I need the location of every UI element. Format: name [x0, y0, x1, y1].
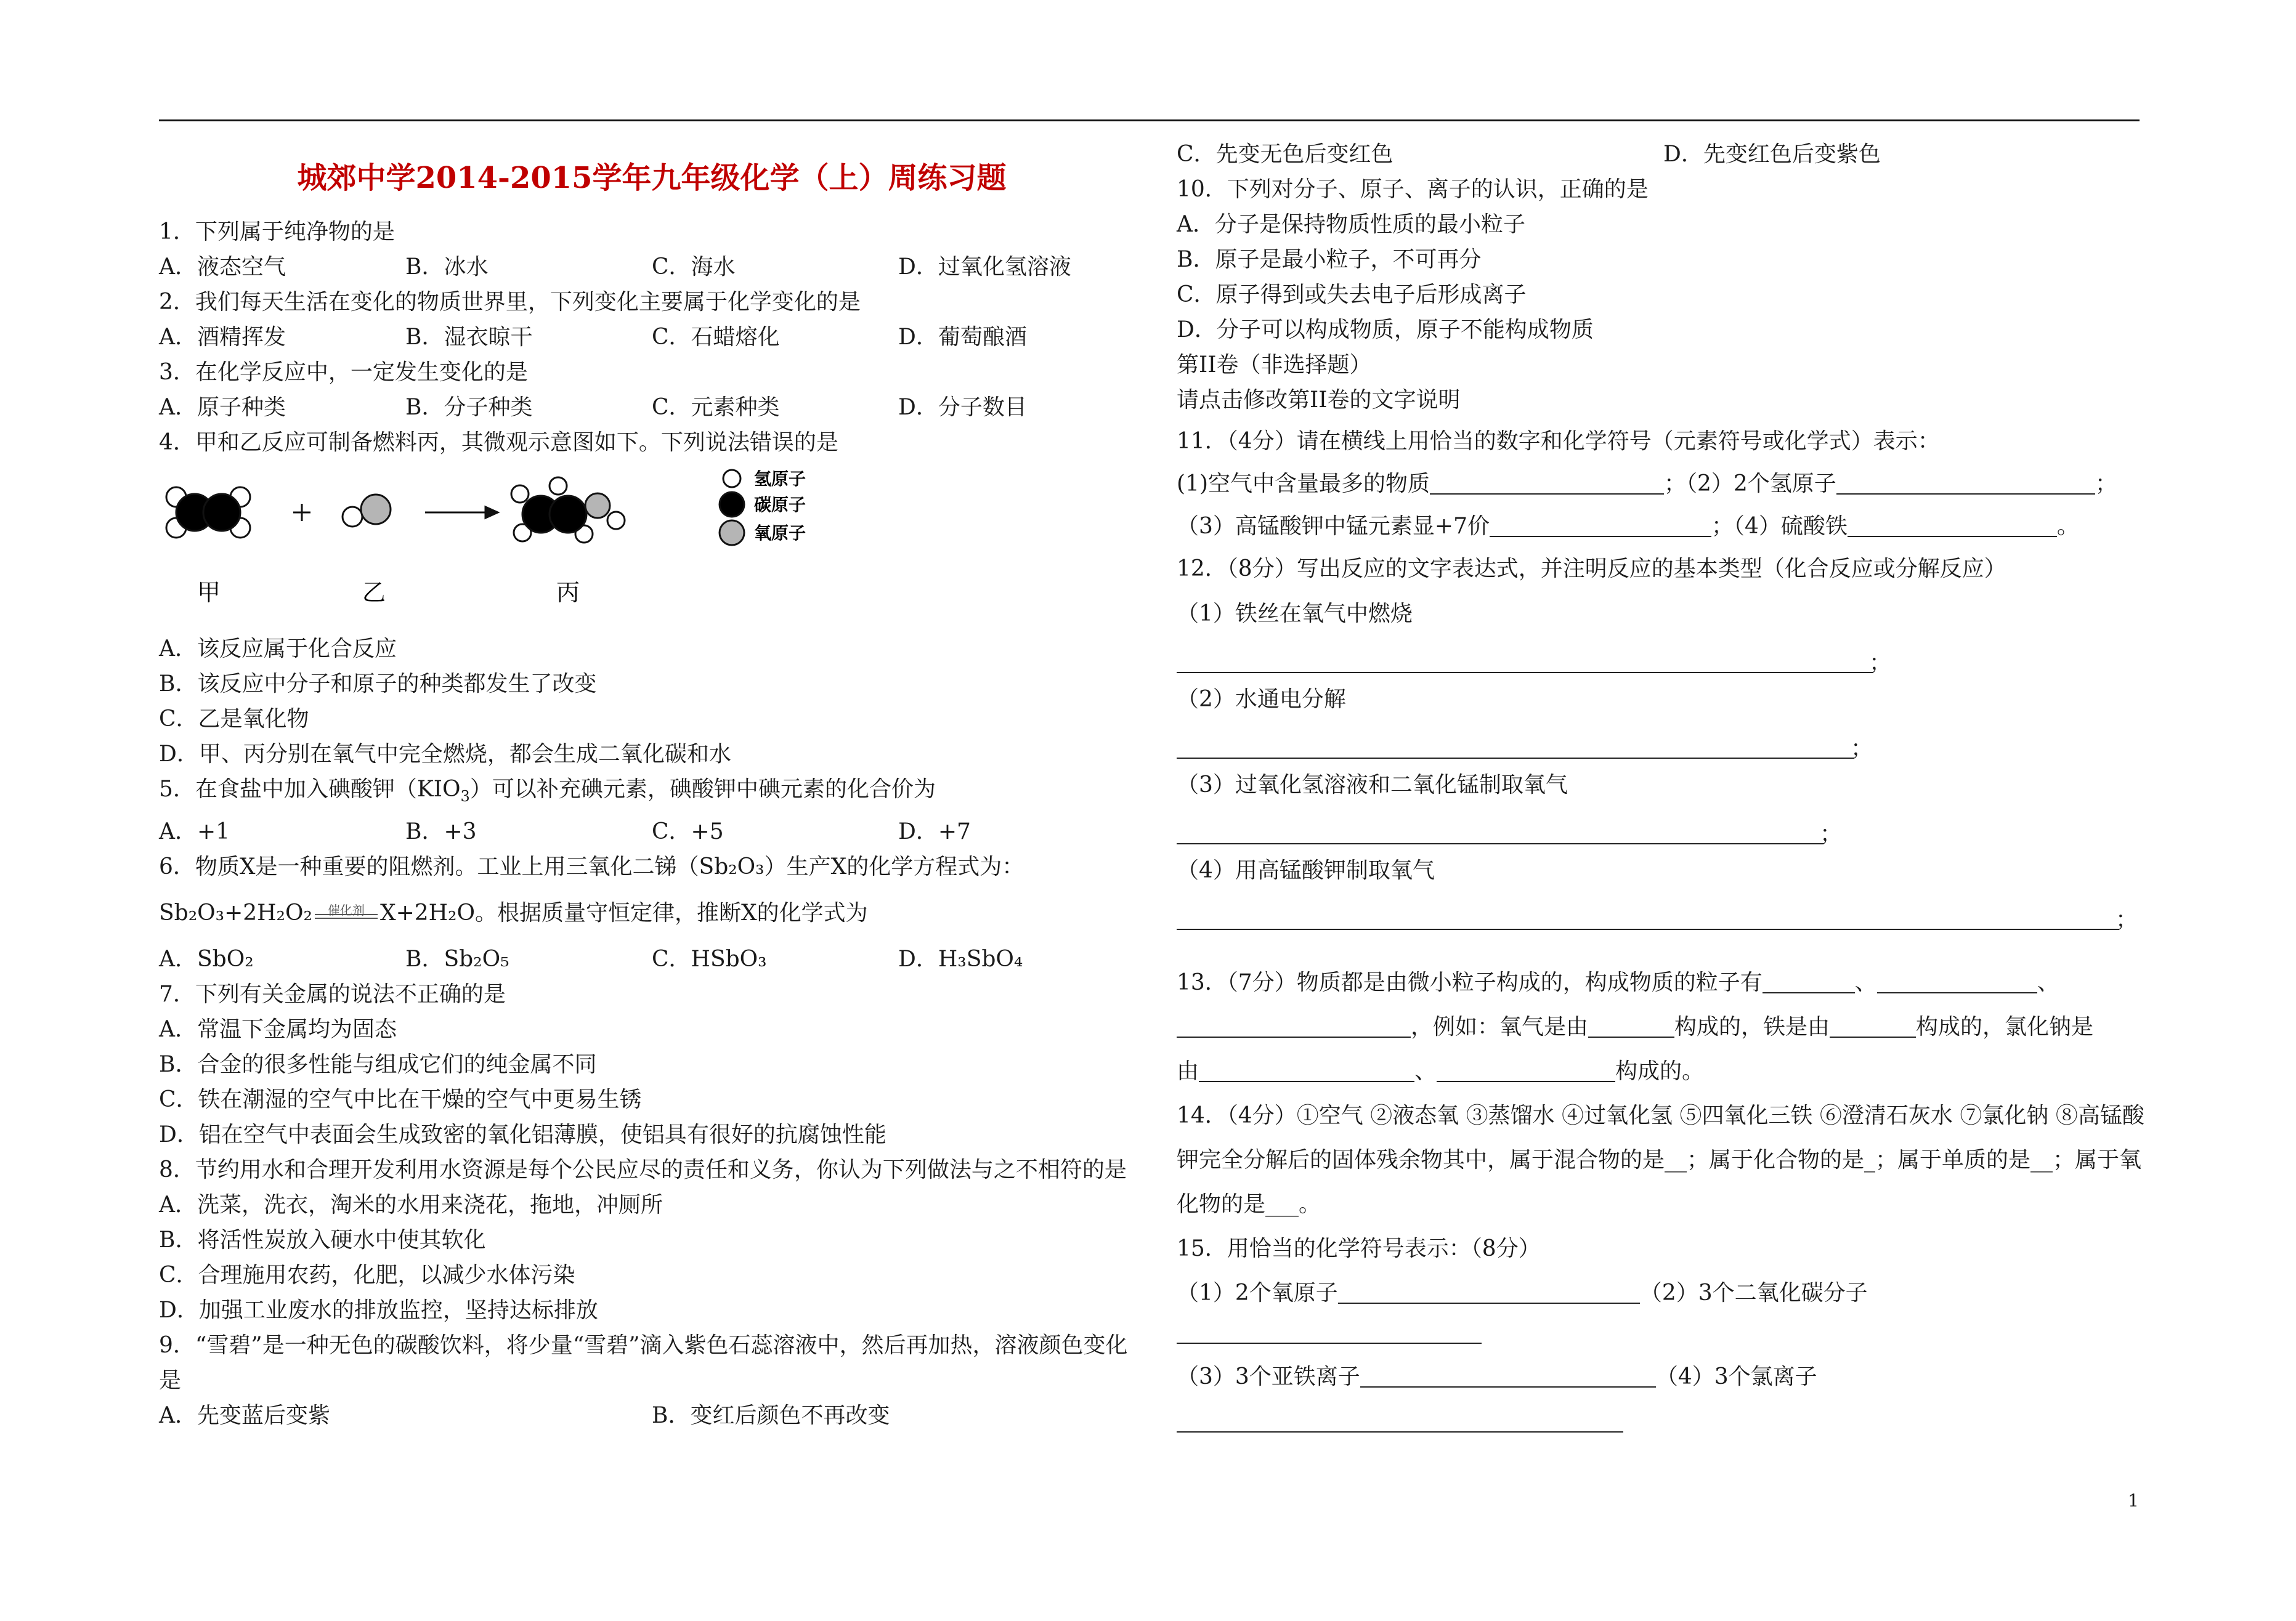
q8-stem: 8．节约用水和合理开发利用水资源是每个公民应尽的责任和义务，你认为下列做法与之不相符的是 [159, 1157, 1127, 1183]
option: B．变红后颜色不再改变 [652, 1403, 890, 1429]
molecule-diagram [159, 466, 837, 619]
q13-line1: 13．（7分）物质都是由微小粒子构成的，构成物质的粒子有 、 、 [1177, 970, 2059, 995]
q13-line2: ，例如：氧气是由 构成的，铁是由 构成的，氯化钠是 [1177, 1005, 2150, 1049]
answer-blank[interactable] [1430, 471, 1664, 495]
option: B．该反应中分子和原子的种类都发生了改变 [159, 671, 597, 697]
answer-blank[interactable] [1848, 514, 2057, 537]
answer-blank[interactable] [1177, 1407, 1623, 1433]
q13-line3: 由 、 构成的。 [1177, 1059, 1705, 1084]
option: D．葡萄酿酒 [898, 325, 1027, 350]
label-jia: 甲 [197, 579, 221, 606]
reaction-arrow [425, 507, 498, 518]
label-bing: 丙 [556, 579, 580, 606]
option: B．Sb₂O₅ [405, 947, 509, 972]
option: D．先变红色后变紫色 [1663, 142, 1881, 167]
answer-blank[interactable] [1177, 1318, 1482, 1344]
option: C．海水 [652, 254, 736, 280]
option: C．石蜡熔化 [652, 325, 780, 350]
q12-item: （4）用高锰酸钾制取氧气 [1177, 858, 1435, 883]
option: C．+5 [652, 819, 724, 845]
header-rule [159, 119, 2140, 121]
q6-stem: 6．物质X是一种重要的阻燃剂。工业上用三氧化二锑（Sb₂O₃）生产X的化学方程式为： [159, 854, 1024, 880]
legend-label: 氢原子 [754, 469, 806, 489]
option: B．合金的很多性能与组成它们的纯金属不同 [159, 1052, 597, 1078]
option: A．原子种类 [159, 395, 286, 420]
answer-blank[interactable] [1763, 970, 1855, 993]
option: C．先变无色后变红色 [1177, 142, 1393, 167]
option: A．酒精挥发 [159, 325, 286, 350]
answer-blank[interactable] [1588, 1014, 1674, 1038]
q9-options-ab [159, 1398, 1145, 1433]
option: A．液态空气 [159, 254, 286, 280]
part2-desc: 请点击修改第II卷的文字说明 [1177, 387, 1461, 413]
option: A．SbO₂ [159, 947, 254, 972]
q12-item: （1）铁丝在氧气中燃烧 [1177, 601, 1413, 626]
option: C．合理施用农药，化肥，以减少水体污染 [159, 1263, 575, 1288]
answer-blank[interactable] [1360, 1364, 1656, 1388]
option: D．+7 [898, 819, 971, 845]
answer-blank[interactable]: ； [1177, 904, 2119, 930]
legend [720, 470, 744, 545]
option: C．乙是氧化物 [159, 706, 309, 732]
q6-equation: Sb₂O₃+2H₂O₂ 催化剂 X+2H₂O。根据质量守恒定律，推断X的化学式为 [159, 900, 868, 926]
answer-blank[interactable] [1177, 1014, 1411, 1038]
option: B．湿衣晾干 [405, 325, 533, 350]
answer-blank[interactable] [1836, 471, 2095, 495]
legend-label: 氧原子 [754, 523, 806, 543]
q11-line2: （3）高锰酸钾中锰元素显+7价 ；（4）硫酸铁 。 [1177, 514, 2079, 539]
option: D．过氧化氢溶液 [898, 254, 1071, 280]
option: A．该反应属于化合反应 [159, 636, 397, 661]
plus-sign [293, 504, 310, 521]
option: D．铝在空气中表面会生成致密的氧化铝薄膜，使铝具有很好的抗腐蚀性能 [159, 1122, 886, 1148]
q10-stem: 10．下列对分子、原子、离子的认识，正确的是 [1177, 177, 1649, 202]
q7-stem: 7．下列有关金属的说法不正确的是 [159, 982, 506, 1008]
option: A．洗菜，洗衣，淘米的水用来浇花，拖地，冲厕所 [159, 1192, 663, 1218]
q1-stem: 1．下列属于纯净物的是 [159, 219, 395, 245]
q1-options [159, 249, 1145, 285]
option: B．将活性炭放入硬水中使其软化 [159, 1227, 486, 1253]
molecule-yi [343, 495, 391, 527]
q11-line1: (1)空气中含量最多的物质 ；（2）2个氢原子 ； [1177, 471, 2117, 496]
option: B．分子种类 [405, 395, 533, 420]
option: C．元素种类 [652, 395, 780, 420]
part2-title: 第II卷（非选择题） [1177, 352, 1372, 378]
answer-blank[interactable]: ； [1177, 647, 1873, 673]
q9-options-cd [1177, 137, 2150, 172]
option: B．冰水 [405, 254, 489, 280]
option: A．常温下金属均为固态 [159, 1017, 397, 1043]
option: C．HSbO₃ [652, 947, 767, 972]
q5-options [159, 814, 1145, 849]
answer-blank[interactable]: ； [1177, 733, 1854, 759]
page-title: 城郊中学2014-2015学年九年级化学（上）周练习题 [297, 161, 1007, 195]
reaction-diagram [159, 466, 1145, 619]
option: D．分子数目 [898, 395, 1027, 420]
q14-text: 14．（4分）①空气 ②液态氧 ③蒸馏水 ④过氧化氢 ⑤四氧化三铁 ⑥澄清石灰水 ⑦氯化钠 ⑧高锰酸钾完全分解后的固体残余物其中，属于混合物的是__；属于化合物的是_；属于单质的是__；属于氧化物的是___。 [1177, 1103, 2144, 1217]
q2-options [159, 320, 1145, 355]
answer-blank[interactable] [1338, 1280, 1640, 1304]
option: D．加强工业废水的排放监控，坚持达标排放 [159, 1298, 598, 1324]
option: D．甲、丙分别在氧气中完全燃烧，都会生成二氧化碳和水 [159, 742, 731, 767]
q12-item: （3）过氧化氢溶液和二氧化锰制取氧气 [1177, 772, 1568, 798]
q15-line2: （3）3个亚铁离子 （4）3个氯离子 [1177, 1364, 1817, 1389]
answer-blank[interactable] [1830, 1014, 1916, 1038]
q12-stem: 12．（8分）写出反应的文字表达式，并注明反应的基本类型（化合反应或分解反应） [1177, 556, 2006, 581]
option: A．先变蓝后变紫 [159, 1403, 330, 1429]
q15-stem: 15．用恰当的化学符号表示：（8分） [1177, 1236, 1541, 1261]
option: C．原子得到或失去电子后形成离子 [1177, 282, 1527, 307]
q5-stem: 5．在食盐中加入碘酸钾$(KIO_3)$可以补充碘元素，碘酸钾中碘元素的化合价为 [159, 777, 936, 806]
option: A．分子是保持物质性质的最小粒子 [1177, 212, 1525, 237]
q3-options [159, 390, 1145, 425]
answer-blank[interactable]: ； [1177, 819, 1823, 844]
left-column [159, 137, 1145, 1433]
answer-blank[interactable] [1877, 970, 2037, 993]
label-yi: 乙 [362, 579, 386, 606]
q12-item: （2）水通电分解 [1177, 687, 1346, 712]
option: B．+3 [405, 819, 477, 845]
option: B．原子是最小粒子，不可再分 [1177, 247, 1482, 272]
molecule-jia [166, 487, 250, 538]
option: A．+1 [159, 819, 230, 845]
answer-blank[interactable] [1437, 1059, 1615, 1082]
answer-blank[interactable] [1490, 514, 1711, 537]
option: C．铁在潮湿的空气中比在干燥的空气中更易生锈 [159, 1087, 642, 1113]
molecule-bing [511, 477, 625, 543]
q11-stem: 11．（4分）请在横线上用恰当的数字和化学符号（元素符号或化学式）表示： [1177, 429, 1940, 454]
right-column [1177, 137, 2150, 1439]
catalyst-arrow: 催化剂 [312, 900, 380, 923]
q4-stem: 4．甲和乙反应可制备燃料丙，其微观示意图如下。下列说法错误的是 [159, 430, 838, 455]
q9-stem: 9．“雪碧”是一种无色的碳酸饮料，将少量“雪碧”滴入紫色石蕊溶液中，然后再加热，溶液颜色变化是 [159, 1333, 1128, 1394]
q3-stem: 3．在化学反应中，一定发生变化的是 [159, 360, 528, 385]
q15-line1: （1）2个氧原子 （2）3个二氧化碳分子 [1177, 1280, 1868, 1306]
answer-blank[interactable] [1199, 1059, 1414, 1082]
legend-label: 碳原子 [754, 495, 806, 515]
option: D．H₃SbO₄ [898, 947, 1023, 972]
q2-stem: 2．我们每天生活在变化的物质世界里，下列变化主要属于化学变化的是 [159, 289, 861, 315]
page-number: 1 [2128, 1490, 2139, 1511]
option: D．分子可以构成物质，原子不能构成物质 [1177, 317, 1594, 342]
q6-options [159, 942, 1145, 977]
